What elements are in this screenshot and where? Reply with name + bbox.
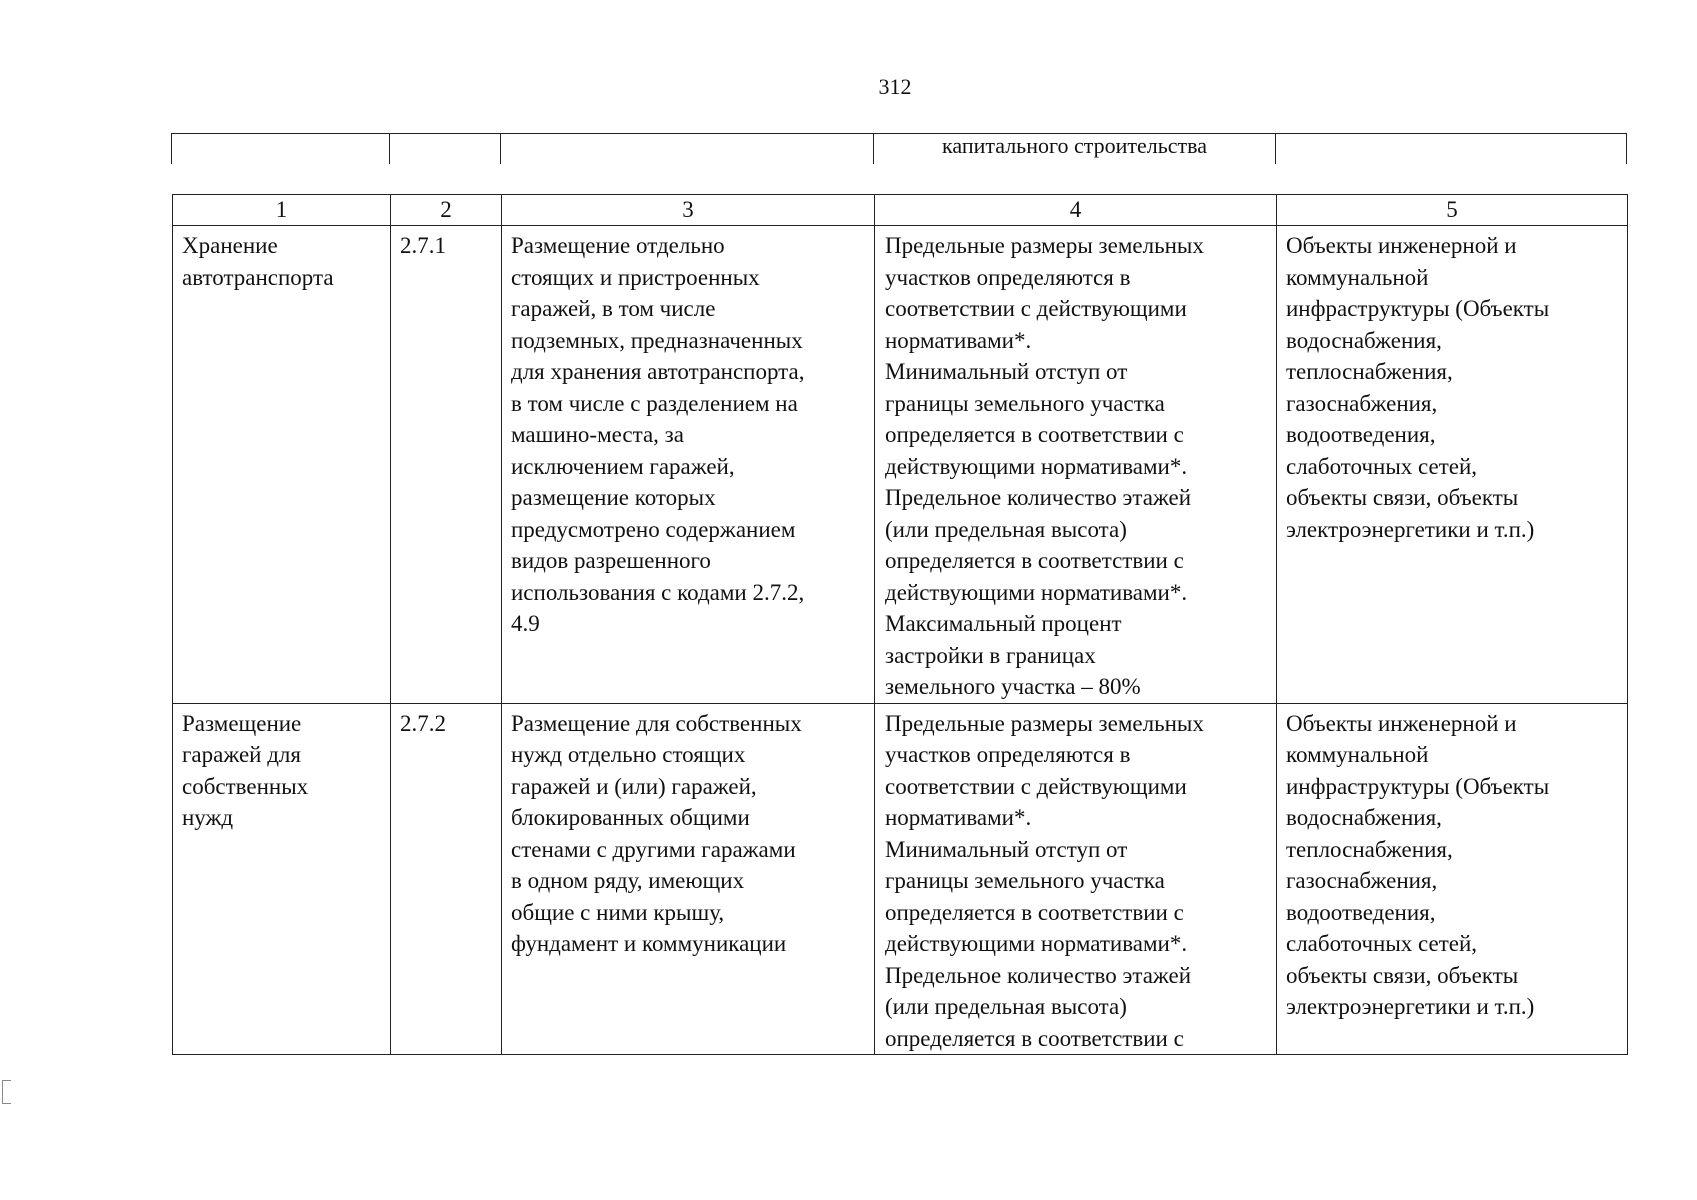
description-line: видов разрешенного	[511, 548, 711, 573]
parameters-line: определяется в соответствии с	[885, 548, 1184, 573]
parameters-line: действующими нормативами*.	[885, 579, 1188, 605]
auxiliary-line: объекты связи, объекты	[1286, 962, 1519, 988]
use-name-cell	[173, 226, 391, 704]
description-line: машино-места, за	[511, 422, 684, 447]
description-line: гаражей и (или) гаражей,	[511, 773, 757, 799]
parameters-line: (или предельная высота)	[885, 994, 1127, 1019]
description-line: для хранения автотранспорта,	[511, 359, 805, 384]
auxiliary-line: электроэнергетики и т.п.)	[1286, 994, 1535, 1019]
continuation-cell-3	[501, 134, 874, 165]
parameters-line: границы земельного участка	[885, 390, 1165, 416]
description-line: 4.9	[511, 611, 540, 636]
auxiliary-line: инфраструктуры (Объекты	[1286, 773, 1550, 799]
parameters-line: определяется в соответствии с	[885, 422, 1184, 447]
auxiliary-line: Объекты инженерной и	[1286, 710, 1517, 736]
parameters-line: (или предельная высота)	[885, 516, 1127, 542]
use-name-line: собственных	[182, 773, 309, 799]
auxiliary-line: теплоснабжения,	[1286, 359, 1453, 384]
description-line: подземных, предназначенных	[511, 327, 803, 353]
use-name-line: Хранение	[182, 233, 278, 258]
header-col-2: 2	[391, 195, 502, 226]
use-name-line: нужд	[182, 805, 234, 830]
parameters-line: Минимальный отступ от	[885, 359, 1128, 384]
description-line: в том числе с разделением на	[511, 390, 798, 416]
continuation-cell-2	[390, 134, 501, 165]
parameters-line: участков определяются в	[885, 264, 1131, 290]
parameters-line: соответствии с действующими	[885, 773, 1187, 799]
parameters-line: определяется в соответствии с	[885, 899, 1184, 925]
header-col-3: 3	[502, 195, 875, 226]
use-code-cell	[391, 703, 502, 1055]
parameters-line: застройки в границах	[885, 642, 1096, 668]
auxiliary-uses-cell	[1277, 226, 1628, 704]
use-name-cell	[173, 703, 391, 1055]
header-col-1: 1	[173, 195, 391, 226]
auxiliary-line: Объекты инженерной и	[1286, 233, 1517, 258]
auxiliary-line: газоснабжения,	[1286, 390, 1438, 416]
table-row	[173, 703, 1628, 1055]
description-line: исключением гаражей,	[511, 453, 735, 479]
auxiliary-line: водоснабжения,	[1286, 327, 1442, 353]
land-use-table	[172, 194, 1628, 1055]
page-number: 312	[878, 74, 912, 99]
header-row	[173, 195, 1628, 226]
parameters-line: нормативами*.	[885, 327, 1032, 353]
parameters-line: земельного участка – 80%	[885, 674, 1141, 699]
description-line: Размещение для собственных	[511, 710, 802, 736]
header-col-5: 5	[1277, 195, 1628, 226]
parameters-line: действующими нормативами*.	[885, 453, 1188, 479]
parameters-cell	[875, 703, 1277, 1055]
continuation-cell-1	[172, 134, 390, 165]
description-line: Размещение отдельно	[511, 233, 725, 258]
parameters-line: соответствии с действующими	[885, 296, 1187, 321]
description-line: блокированных общими	[511, 805, 750, 830]
auxiliary-line: коммунальной	[1286, 264, 1429, 290]
description-line: общие с ними крышу,	[511, 899, 725, 925]
parameters-line: участков определяются в	[885, 742, 1131, 767]
auxiliary-line: теплоснабжения,	[1286, 836, 1453, 862]
parameters-line: Предельные размеры земельных	[885, 710, 1204, 736]
description-line: предусмотрено содержанием	[511, 516, 796, 542]
parameters-line: Предельное количество этажей	[885, 485, 1192, 510]
auxiliary-line: водоснабжения,	[1286, 805, 1442, 830]
parameters-line: нормативами*.	[885, 805, 1032, 830]
auxiliary-line: слаботочных сетей,	[1286, 931, 1478, 956]
table-row	[173, 226, 1628, 704]
auxiliary-line: водоотведения,	[1286, 422, 1436, 447]
use-description-cell	[502, 226, 875, 704]
parameters-line: Максимальный процент	[885, 611, 1122, 636]
use-name-line: Размещение	[182, 710, 302, 736]
parameters-line: определяется в соответствии с	[885, 1025, 1184, 1051]
auxiliary-line: инфраструктуры (Объекты	[1286, 296, 1550, 321]
parameters-line: действующими нормативами*.	[885, 931, 1188, 956]
use-code-cell	[391, 226, 502, 704]
header-col-4: 4	[875, 195, 1277, 226]
parameters-line: Предельные размеры земельных	[885, 233, 1204, 258]
description-line: фундамент и коммуникации	[511, 931, 787, 956]
parameters-line: Предельное количество этажей	[885, 962, 1192, 988]
description-line: гаражей, в том числе	[511, 296, 716, 321]
auxiliary-line: объекты связи, объекты	[1286, 485, 1519, 510]
auxiliary-line: коммунальной	[1286, 742, 1429, 767]
continuation-table	[171, 133, 1627, 164]
auxiliary-line: слаботочных сетей,	[1286, 453, 1478, 479]
use-code: 2.7.1	[400, 233, 446, 258]
parameters-line: Минимальный отступ от	[885, 836, 1128, 862]
description-line: стоящих и пристроенных	[511, 264, 760, 290]
continuation-cell-4: капитального строительства	[874, 134, 1276, 165]
parameters-line: границы земельного участка	[885, 868, 1165, 893]
continuation-cell-5	[1276, 134, 1627, 165]
use-name-line: автотранспорта	[182, 264, 334, 290]
auxiliary-line: газоснабжения,	[1286, 868, 1438, 893]
description-line: нужд отдельно стоящих	[511, 742, 746, 767]
description-line: размещение которых	[511, 485, 716, 510]
auxiliary-line: электроэнергетики и т.п.)	[1286, 516, 1535, 542]
description-line: использования с кодами 2.7.2,	[511, 579, 805, 605]
use-description-cell	[502, 703, 875, 1055]
auxiliary-uses-cell	[1277, 703, 1628, 1055]
description-line: в одном ряду, имеющих	[511, 868, 745, 893]
scan-margin-mark	[2, 1080, 11, 1104]
description-line: стенами с другими гаражами	[511, 836, 796, 862]
continuation-row	[172, 134, 1627, 165]
use-name-line: гаражей для	[182, 742, 301, 767]
parameters-cell	[875, 226, 1277, 704]
auxiliary-line: водоотведения,	[1286, 899, 1436, 925]
use-code: 2.7.2	[400, 710, 446, 736]
